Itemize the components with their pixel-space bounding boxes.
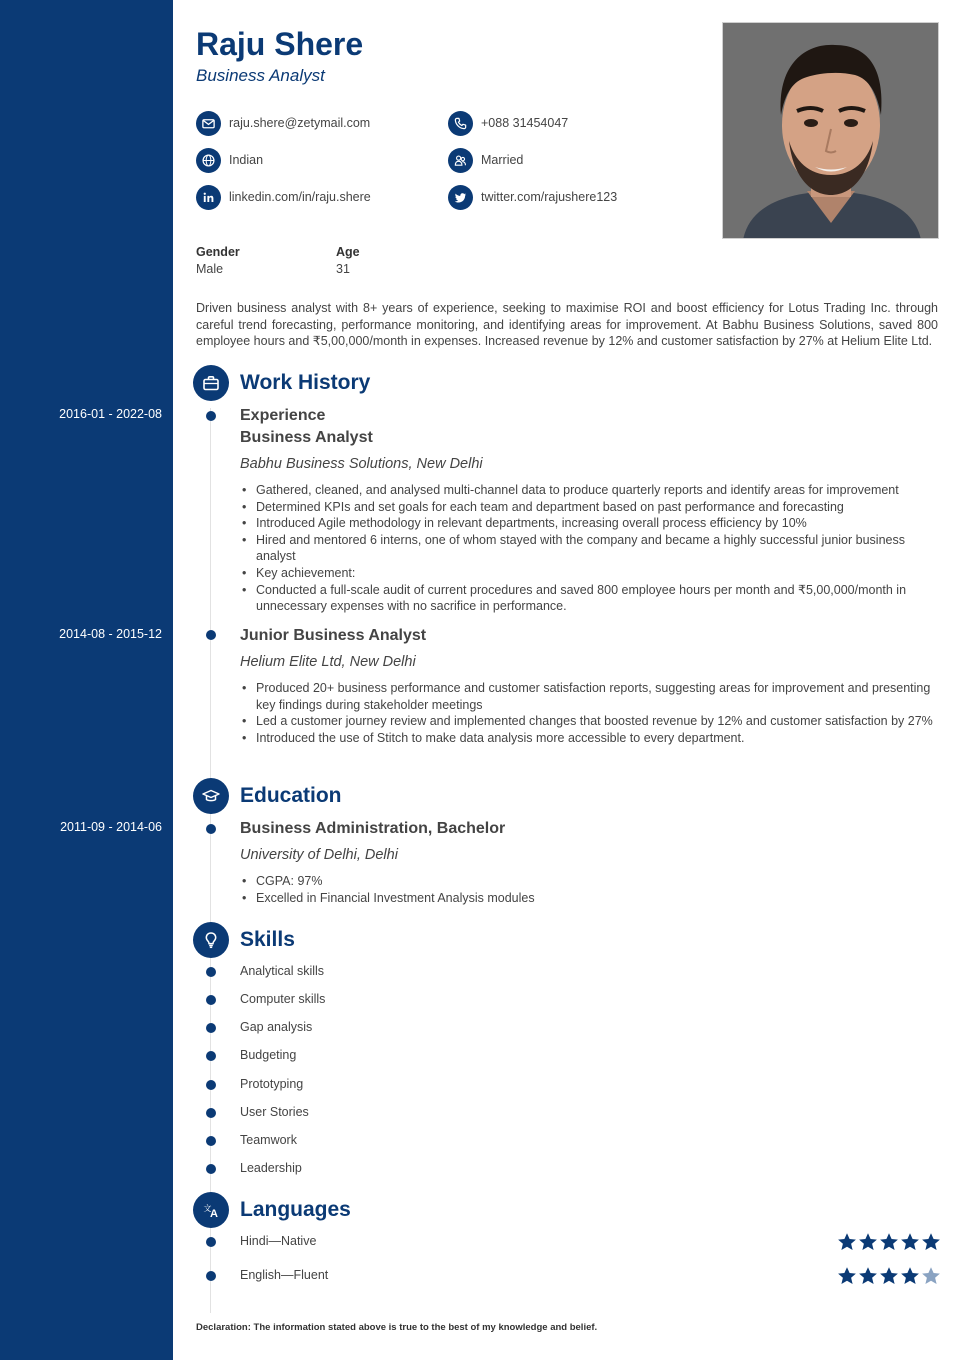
timeline-dot xyxy=(206,1023,216,1033)
age-label: Age xyxy=(336,245,360,259)
job-title: Business Analyst xyxy=(196,66,325,85)
language-rating xyxy=(837,1232,941,1252)
sidebar xyxy=(0,0,173,1360)
list-item: • CGPA: 97% xyxy=(240,873,940,890)
star-filled-icon xyxy=(837,1266,857,1286)
skill-item: User Stories xyxy=(240,1105,309,1119)
list-item: • Introduced Agile methodology in relevant departments, increasing overall process efficiency by 10% xyxy=(240,515,940,532)
list-item: • Gathered, cleaned, and analysed multi-channel data to produce quarterly reports and identify areas for improvement xyxy=(240,482,940,499)
translate-icon xyxy=(193,1192,229,1228)
skill-item: Analytical skills xyxy=(240,964,325,978)
skills-title: Skills xyxy=(240,928,295,951)
contact-twitter[interactable] xyxy=(448,184,617,210)
list-item: • Produced 20+ business performance and customer satisfaction reports, suggesting areas for improvement and presenting key findings during stakeholder meetings xyxy=(240,680,940,713)
timeline-dot xyxy=(206,1237,216,1247)
skill-item: Gap analysis xyxy=(240,1020,313,1034)
graduation-cap-icon xyxy=(193,778,229,814)
list-item: • Excelled in Financial Investment Analysis modules xyxy=(240,890,940,907)
list-item: • Key achievement: xyxy=(240,565,940,582)
twitter-icon xyxy=(448,185,473,210)
job-1-bullets xyxy=(240,482,940,615)
svg-text:文: 文 xyxy=(203,1204,212,1213)
list-item: • Determined KPIs and set goals for each team and department based on past performance and forecasting xyxy=(240,499,940,516)
timeline-dot xyxy=(206,1108,216,1118)
star-filled-icon xyxy=(837,1232,857,1252)
star-filled-icon xyxy=(900,1232,920,1252)
timeline-dot xyxy=(206,824,216,834)
job-1-role: Business Analyst xyxy=(240,429,373,446)
education-title: Education xyxy=(240,784,342,807)
star-filled-icon xyxy=(921,1232,941,1252)
work-history-title: Work History xyxy=(240,371,371,394)
job-2-role: Junior Business Analyst xyxy=(240,627,427,644)
job-1-company: Babhu Business Solutions, New Delhi xyxy=(240,456,483,472)
timeline-dot xyxy=(206,967,216,977)
marital-status-text: Married xyxy=(481,153,524,167)
skill-item: Computer skills xyxy=(240,992,326,1006)
star-empty-icon xyxy=(921,1266,941,1286)
star-filled-icon xyxy=(879,1232,899,1252)
star-filled-icon xyxy=(879,1266,899,1286)
timeline-dot xyxy=(206,630,216,640)
contact-linkedin[interactable] xyxy=(196,184,371,210)
timeline-line xyxy=(210,408,211,1313)
edu-1-degree: Business Administration, Bachelor xyxy=(240,820,506,837)
timeline-dot xyxy=(206,411,216,421)
declaration: Declaration: The information stated above is true to the best of my knowledge and belief. xyxy=(196,1322,598,1333)
edu-1-bullets xyxy=(240,873,940,906)
star-filled-icon xyxy=(900,1266,920,1286)
people-icon xyxy=(448,148,473,173)
linkedin-text: linkedin.com/in/raju.shere xyxy=(229,190,371,204)
contact-nationality xyxy=(196,147,263,173)
job-1-heading: Experience xyxy=(240,407,326,424)
briefcase-icon xyxy=(193,365,229,401)
profile-photo xyxy=(722,22,939,239)
list-item: • Conducted a full-scale audit of current procedures and saved 800 employee hours per month and ₹5,00,000/month in unnecessary expenses with no sacrifice in performance. xyxy=(240,582,940,615)
professional-summary: Driven business analyst with 8+ years of experience, seeking to maximise ROI and boost efficiency for Lotus Trading Inc. through careful trend forecasting, performance monitoring, and identifying areas for improvement. At Babhu Business Solutions, saved 800 employee hours and ₹5,00,000/month in expenses. Increased revenue by 12% and customer satisfaction by 27% at Helium Elite Ltd. xyxy=(196,301,938,349)
candidate-name: Raju Shere xyxy=(196,26,364,62)
list-item: • Hired and mentored 6 interns, one of whom stayed with the company and became a highly successful junior business analyst xyxy=(240,532,940,565)
job-2-company: Helium Elite Ltd, New Delhi xyxy=(240,654,416,670)
star-filled-icon xyxy=(858,1266,878,1286)
linkedin-icon xyxy=(196,185,221,210)
job-2-bullets xyxy=(240,680,940,746)
globe-icon xyxy=(196,148,221,173)
svg-text:A: A xyxy=(210,1208,218,1220)
lightbulb-icon xyxy=(193,922,229,958)
language-item: English—Fluent xyxy=(240,1268,329,1282)
language-rating xyxy=(837,1266,941,1286)
timeline-dot xyxy=(206,1271,216,1281)
skill-item: Prototyping xyxy=(240,1077,304,1091)
nationality-text: Indian xyxy=(229,153,264,167)
contact-email[interactable] xyxy=(196,110,370,136)
list-item: • Introduced the use of Stitch to make data analysis more accessible to every department. xyxy=(240,730,940,747)
age-value: 31 xyxy=(336,262,350,276)
edu-1-school: University of Delhi, Delhi xyxy=(240,847,398,863)
star-filled-icon xyxy=(858,1232,878,1252)
phone-text: +088 31454047 xyxy=(481,116,569,130)
edu-1-dates: 2011-09 - 2014-06 xyxy=(60,820,162,834)
timeline-dot xyxy=(206,995,216,1005)
job-1-dates: 2016-01 - 2022-08 xyxy=(59,407,162,421)
email-icon xyxy=(196,111,221,136)
skill-item: Leadership xyxy=(240,1161,302,1175)
list-item: • Led a customer journey review and implemented changes that boosted revenue by 12% and customer satisfaction by 27% xyxy=(240,713,940,730)
gender-label: Gender xyxy=(196,245,240,259)
timeline-dot xyxy=(206,1136,216,1146)
timeline-dot xyxy=(206,1080,216,1090)
skill-item: Budgeting xyxy=(240,1048,297,1062)
skill-item: Teamwork xyxy=(240,1133,297,1147)
timeline-dot xyxy=(206,1051,216,1061)
contact-marital-status xyxy=(448,147,523,173)
phone-icon xyxy=(448,111,473,136)
email-text: raju.shere@zetymail.com xyxy=(229,116,371,130)
languages-title: Languages xyxy=(240,1198,351,1221)
gender-value: Male xyxy=(196,262,224,276)
job-2-dates: 2014-08 - 2015-12 xyxy=(59,627,162,641)
language-item: Hindi—Native xyxy=(240,1234,317,1248)
timeline-dot xyxy=(206,1164,216,1174)
contact-phone[interactable] xyxy=(448,110,568,136)
twitter-text: twitter.com/rajushere123 xyxy=(481,190,618,204)
